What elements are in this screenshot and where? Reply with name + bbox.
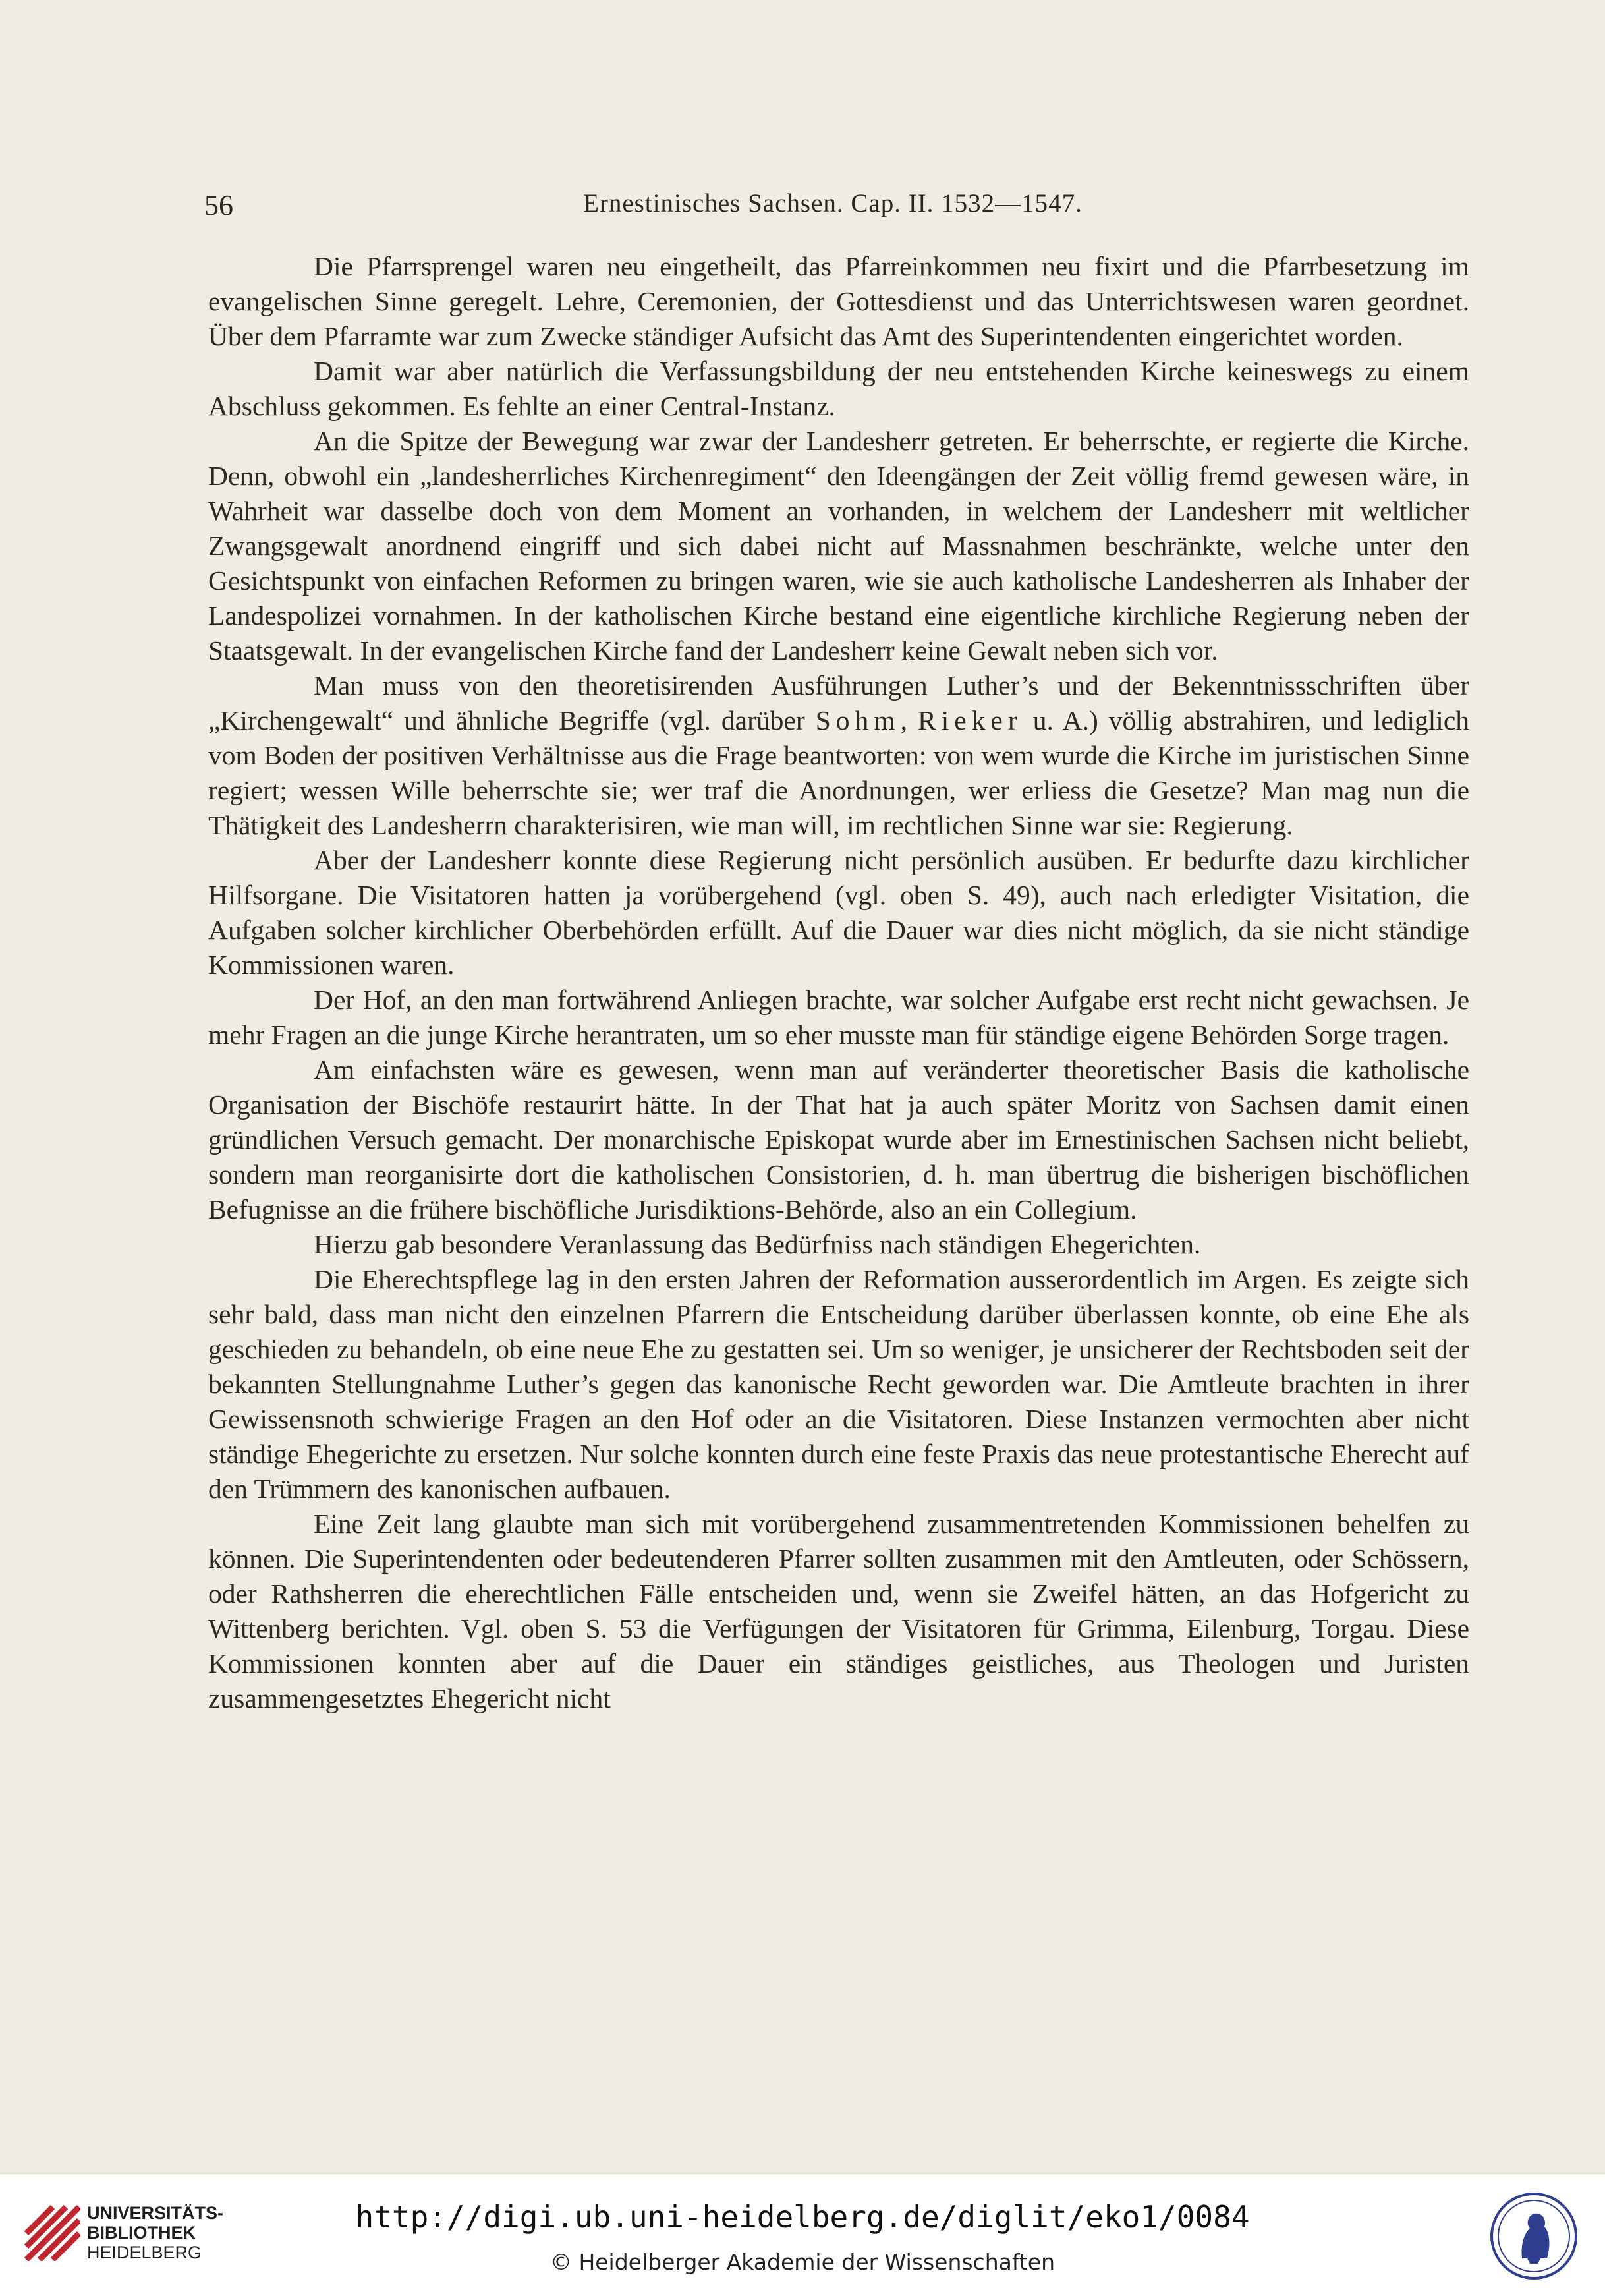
text-run: Hierzu gab besondere Veranlassung das Bedürfniss nach ständigen Ehegerichten. — [314, 1229, 1201, 1259]
text-run: u. A.) völlig abstrahiren, und lediglich vom Boden der positiven Verhältnisse aus die Frage beantworten: von wem wurde die Kirche im juristischen Sinne regiert; wessen Wille beherrschte sie; wer traf die Anordnungen, wer erliess die Gesetze? Man mag nun die Thätigkeit des Landesherrn charakterisiren, wie man will, im rechtlichen Sinne war sie: Regierung. — [208, 705, 1469, 840]
text-run: Die Eherechtspflege lag in den ersten Jahren der Reformation ausserordentlich im Argen. Es zeigte sich sehr bald, dass man nicht den einzelnen Pfarrern die Entscheidung darüber überlassen konnte, ob eine Ehe als geschieden zu behandeln, ob eine neue Ehe zu gestatten sei. Um so weniger, je unsicherer der Rechtsboden seit der bekannten Stellungnahme Luther’s gegen das kanonische Recht geworden war. Die Amtleute brachten in ihrer Gewissensnoth schwierige Fragen an den Hof oder an die Visitatoren. Diese Instanzen vermochten aber nicht ständige Ehegerichte zu ersetzen. Nur solche konnten durch eine feste Praxis das neue protestantische Eherecht auf den Trümmern des kanonischen aufbauen. — [208, 1264, 1469, 1504]
copyright-notice: © Heidelberger Akademie der Wissenschaften — [549, 2249, 1056, 2275]
text-run: Damit war aber natürlich die Verfassungsbildung der neu entstehenden Kirche keineswegs zu einem Abschluss gekommen. Es fehlte an einer Central-Instanz. — [208, 356, 1469, 421]
paragraph — [208, 354, 1469, 424]
text-run: Eine Zeit lang glaubte man sich mit vorübergehend zusammentretenden Kommissionen behelfen zu können. Die Superintendenten oder bedeutenderen Pfarrer sollten zusammen mit den Amtleuten, oder Schössern, oder Rathsherren die eherechtlichen Fälle entscheiden und, wenn sie Zweifel hätten, an das Hofgericht zu Wittenberg berichten. Vgl. oben S. 53 die Verfügungen der Visitatoren für Grimma, Eilenburg, Torgau. Diese Kommissionen konnten aber auf die Dauer ein ständiges geistliches, aus Theologen und Juristen zusammengesetztes Ehegericht nicht — [208, 1508, 1469, 1713]
text-run: , — [900, 705, 918, 735]
paragraph — [208, 1507, 1469, 1716]
paragraph — [208, 1262, 1469, 1507]
paragraph — [208, 424, 1469, 668]
paragraph — [208, 983, 1469, 1052]
library-name-line3: HEIDELBERG — [87, 2243, 202, 2262]
text-run: Am einfachsten wäre es gewesen, wenn man auf veränderter theoretischer Basis die katholische Organisation der Bischöfe restaurirt hätte. In der That hat ja auch später Moritz von Sachsen damit einen gründlichen Versuch gemacht. Der monarchische Episkopat wurde aber im Ernestinischen Sachsen nicht beliebt, sondern man reorganisirte dort die katholischen Consistorien, d. h. man übertrug die bisherigen bischöflichen Befugnisse an die frühere bischöfliche Jurisdiktions-Behörde, also an ein Collegium. — [208, 1054, 1469, 1224]
spaced-name: Sohm — [815, 705, 901, 735]
text-run: Aber der Landesherr konnte diese Regierung nicht persönlich ausüben. Er bedurfte dazu kirchlicher Hilfsorgane. Die Visitatoren hatten ja vorübergehend (vgl. oben S. 49), auch nach erledigter Visitation, die Aufgaben solcher kirchlicher Oberbehörden erfüllt. Auf die Dauer war dies nicht möglich, da sie nicht ständige Kommissionen waren. — [208, 845, 1469, 980]
permalink-url[interactable]: http://digi.ub.uni-heidelberg.de/diglit/eko1/0084 — [355, 2199, 1250, 2235]
library-name-line2: BIBLIOTHEK — [87, 2223, 196, 2243]
paragraph — [208, 1052, 1469, 1227]
body-text — [208, 249, 1469, 1716]
library-name-line1: UNIVERSITÄTS- — [87, 2203, 224, 2223]
academy-seal-icon[interactable] — [1488, 2190, 1580, 2282]
text-run: Die Pfarrsprengel waren neu eingetheilt, das Pfarreinkommen neu fixirt und die Pfarrbesetzung im evangelischen Sinne geregelt. Lehre, Ceremonien, der Gottesdienst und das Unterrichtswesen waren geordnet. Über dem Pfarramte war zum Zwecke ständiger Aufsicht das Amt des Superintendenten eingerichtet worden. — [208, 251, 1469, 351]
paragraph — [208, 843, 1469, 983]
page-header — [204, 186, 1461, 225]
paragraph — [208, 249, 1469, 354]
text-run: Der Hof, an den man fortwährend Anliegen brachte, war solcher Aufgabe erst recht nicht gewachsen. Je mehr Fragen an die junge Kirche herantraten, um so eher musste man für ständige eigene Behörden Sorge tragen. — [208, 985, 1469, 1050]
viewer-footer — [0, 2175, 1605, 2296]
text-run: Man muss von den theoretisirenden Ausführungen Luther’s und der Bekenntnissschriften über „Kirchengewalt“ und ähnliche Begriffe (vgl. darüber — [208, 670, 1469, 735]
running-head: Ernestinisches Sachsen. Cap. II. 1532—1547. — [583, 189, 1083, 217]
paragraph — [208, 1227, 1469, 1262]
spaced-name: Rieker — [918, 705, 1023, 735]
paragraph — [208, 668, 1469, 843]
text-run: An die Spitze der Bewegung war zwar der Landesherr getreten. Er beherrschte, er regierte die Kirche. Denn, obwohl ein „landesherrliches Kirchenregiment“ den Ideengängen der Zeit völlig fremd gewesen wäre, in Wahrheit war dasselbe doch von dem Moment an vorhanden, in welchem der Landesherr mit weltlicher Zwangsgewalt anordnend eingriff und sich dabei nicht auf Massnahmen beschränkte, welche unter den Gesichtspunkt von einfachen Reformen zu bringen waren, wie sie auch katholische Landesherren als Inhaber der Landespolizei vornahmen. In der katholischen Kirche bestand eine eigentliche kirchliche Regierung neben der Staatsgewalt. In der evangelischen Kirche fand der Landesherr keine Gewalt neben sich vor. — [208, 426, 1469, 666]
page-number: 56 — [204, 189, 233, 221]
